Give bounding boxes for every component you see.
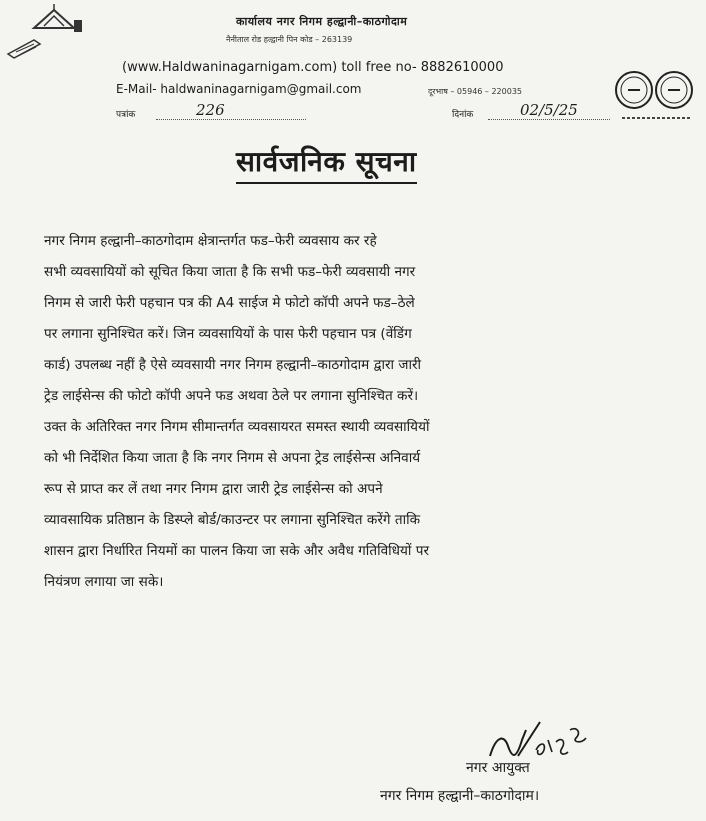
body-line: व्यावसायिक प्रतिष्ठान के डिस्प्ले बोर्ड/काउन्टर पर लगाना सुनिश्चित करेंगे ताकि xyxy=(44,512,421,528)
body-line: शासन द्वारा निर्धारित नियमों का पालन किया जा सके और अवैध गतिविधियों पर xyxy=(44,543,430,559)
body-line: कार्ड) उपलब्ध नहीं है ऐसे व्यवसायी नगर निगम हल्द्वानी–काठगोदाम द्वारा जारी xyxy=(44,357,422,373)
notice-title: सार्वजनिक सूचना xyxy=(236,142,417,184)
website-tollfree: (www.Haldwaninagarnigam.com) toll free no- 8882610000 xyxy=(122,60,504,75)
body-line: निगम से जारी फेरी पहचान पत्र की A4 साईज मे फोटो कॉपी अपने फड–ठेले xyxy=(44,295,415,311)
nagar-nigam-logo xyxy=(4,2,96,62)
signatory-office: नगर निगम हल्द्वानी–काठगोदाम। xyxy=(380,788,540,804)
office-name: कार्यालय नगर निगम हल्द्वानी–काठगोदाम xyxy=(236,15,408,28)
signatory-designation: नगर आयुक्त xyxy=(466,760,530,776)
body-line: नियंत्रण लगाया जा सके। xyxy=(44,574,164,590)
body-line: सभी व्यवसायियों को सूचित किया जाता है कि सभी फड–फेरी व्यवसायी नगर xyxy=(44,264,416,280)
notice-body xyxy=(44,226,656,598)
body-line: पर लगाना सुनिश्चित करें। जिन व्यवसायियों के पास फेरी पहचान पत्र (वेंडिंग xyxy=(44,326,412,342)
official-seal xyxy=(614,60,698,130)
body-line: उक्त के अतिरिक्त नगर निगम सीमान्तर्गत व्यवसायरत समस्त स्थायी व्यवसायियों xyxy=(44,419,430,435)
email-line: E-Mail- haldwaninagarnigam@gmail.com xyxy=(116,82,362,96)
body-line: को भी निर्देशित किया जाता है कि नगर निगम से अपना ट्रेड लाईसेन्स अनिवार्य xyxy=(44,450,421,466)
body-line: रूप से प्राप्त कर लें तथा नगर निगम द्वारा जारी ट्रेड लाईसेन्स को अपने xyxy=(44,481,383,497)
patrank-label: पत्रांक xyxy=(116,110,136,120)
office-address: नैनीताल रोड हल्द्वानी पिन कोड – 263139 xyxy=(226,35,353,44)
body-line: ट्रेड लाईसेन्स की फोटो कॉपी अपने फड अथवा ठेले पर लगाना सुनिश्चित करें। xyxy=(44,388,419,404)
body-line: नगर निगम हल्द्वानी–काठगोदाम क्षेत्रान्तर्गत फड–फेरी व्यवसाय कर रहे xyxy=(44,233,377,249)
date-value: 02/5/25 xyxy=(520,101,578,119)
phone-line: दूरभाष – 05946 – 220035 xyxy=(428,87,522,96)
patrank-value: 226 xyxy=(196,101,225,119)
date-label: दिनांक xyxy=(452,110,474,120)
reference-row xyxy=(116,103,614,123)
